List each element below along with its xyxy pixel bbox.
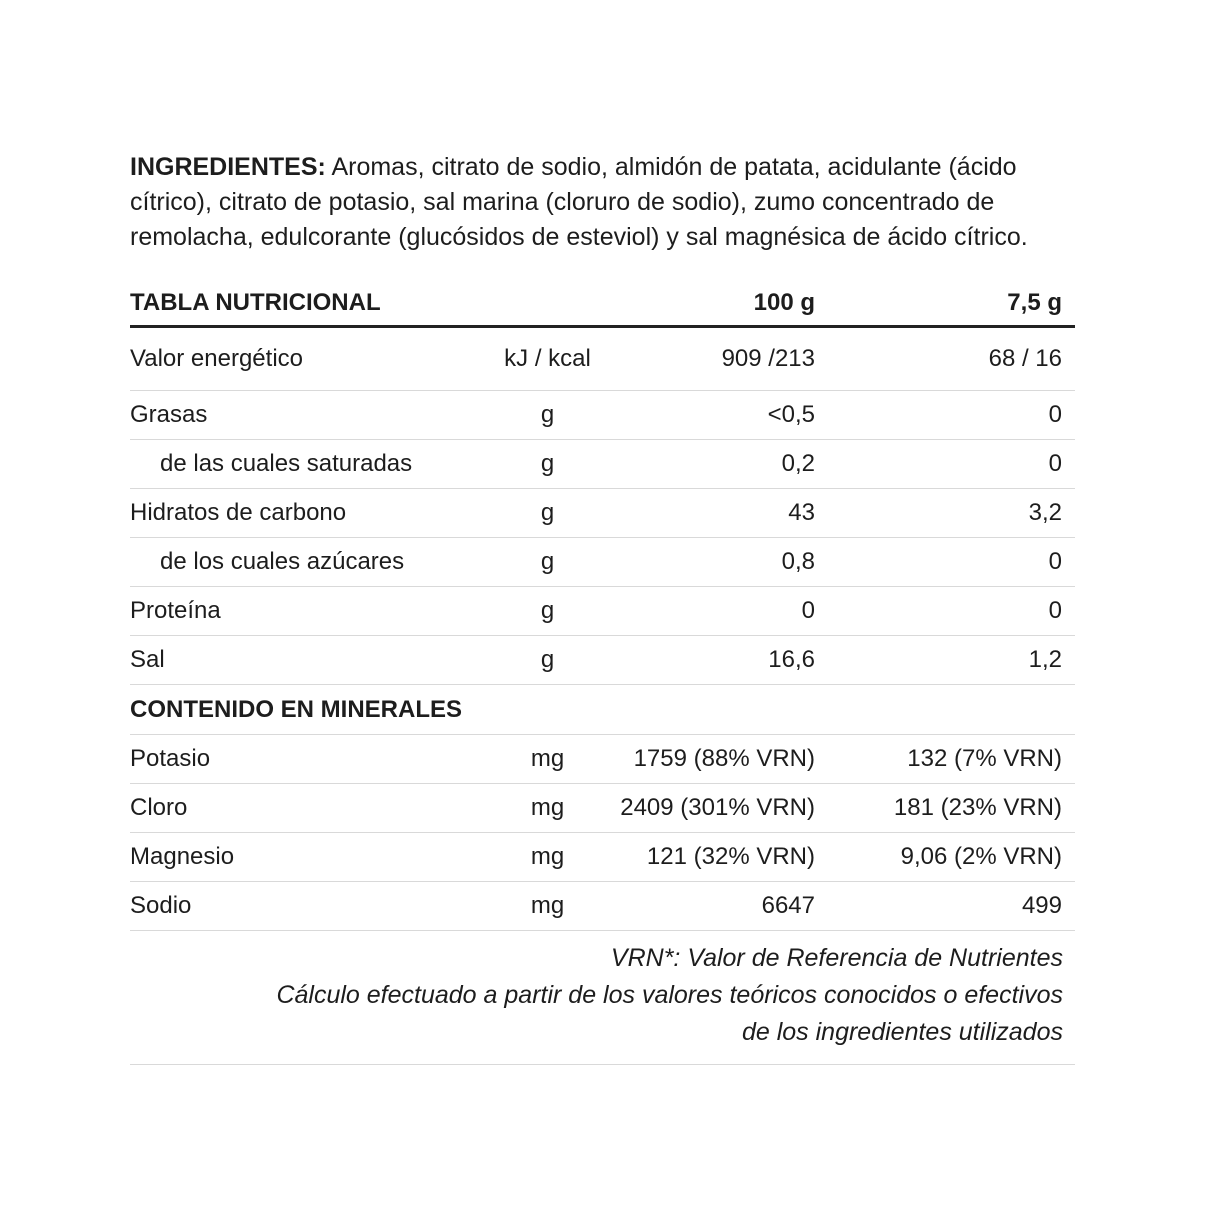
row-label: Grasas <box>130 391 490 440</box>
row-label: Valor energético <box>130 327 490 391</box>
minerals-section-title: CONTENIDO EN MINERALES <box>130 685 1075 735</box>
row-value-100g: 16,6 <box>605 636 815 685</box>
row-label: Magnesio <box>130 833 490 882</box>
row-unit: mg <box>490 833 605 882</box>
row-value-7-5g: 499 <box>815 882 1075 931</box>
ingredients-label: INGREDIENTES: <box>130 153 326 181</box>
table-row <box>130 735 1075 784</box>
table-row <box>130 784 1075 833</box>
row-label: Sodio <box>130 882 490 931</box>
row-value-7-5g: 9,06 (2% VRN) <box>815 833 1075 882</box>
row-value-7-5g: 0 <box>815 440 1075 489</box>
row-value-7-5g: 3,2 <box>815 489 1075 538</box>
row-value-100g: 0 <box>605 587 815 636</box>
footnote-calculation: Cálculo efectuado a partir de los valores teóricos conocidos o efectivos de los ingredientes utilizados <box>276 981 1063 1046</box>
unit-column-header-empty <box>490 281 605 327</box>
row-value-100g: 2409 (301% VRN) <box>605 784 815 833</box>
footnote-vrn: VRN*: Valor de Referencia de Nutrientes <box>610 944 1063 972</box>
row-value-100g: 121 (32% VRN) <box>605 833 815 882</box>
row-value-7-5g: 0 <box>815 587 1075 636</box>
row-value-100g: 1759 (88% VRN) <box>605 735 815 784</box>
row-unit: g <box>490 391 605 440</box>
column-header-7-5g: 7,5 g <box>815 281 1075 327</box>
footnote <box>130 931 1075 1065</box>
row-label: de los cuales azúcares <box>130 538 490 587</box>
row-unit: kJ / kcal <box>490 327 605 391</box>
table-title: TABLA NUTRICIONAL <box>130 281 490 327</box>
table-row <box>130 391 1075 440</box>
ingredients-paragraph <box>130 150 1075 255</box>
table-row <box>130 440 1075 489</box>
table-header-row <box>130 281 1075 327</box>
minerals-section-row <box>130 685 1075 735</box>
table-row <box>130 489 1075 538</box>
row-label: Potasio <box>130 735 490 784</box>
row-unit: g <box>490 636 605 685</box>
nutrition-table <box>130 281 1075 931</box>
row-value-7-5g: 132 (7% VRN) <box>815 735 1075 784</box>
table-row <box>130 327 1075 391</box>
table-row <box>130 833 1075 882</box>
row-value-7-5g: 1,2 <box>815 636 1075 685</box>
row-label: de las cuales saturadas <box>130 440 490 489</box>
row-value-7-5g: 68 / 16 <box>815 327 1075 391</box>
row-value-100g: 0,2 <box>605 440 815 489</box>
table-row <box>130 636 1075 685</box>
row-unit: g <box>490 440 605 489</box>
row-unit: mg <box>490 882 605 931</box>
row-label: Hidratos de carbono <box>130 489 490 538</box>
row-value-100g: 43 <box>605 489 815 538</box>
table-row <box>130 587 1075 636</box>
row-value-100g: <0,5 <box>605 391 815 440</box>
row-value-7-5g: 0 <box>815 538 1075 587</box>
column-header-100g: 100 g <box>605 281 815 327</box>
row-label: Sal <box>130 636 490 685</box>
row-unit: g <box>490 489 605 538</box>
row-unit: mg <box>490 735 605 784</box>
table-row <box>130 538 1075 587</box>
row-value-100g: 909 /213 <box>605 327 815 391</box>
row-unit: g <box>490 587 605 636</box>
row-value-100g: 0,8 <box>605 538 815 587</box>
row-label: Proteína <box>130 587 490 636</box>
row-label: Cloro <box>130 784 490 833</box>
ingredients-text: Aromas, citrato de sodio, almidón de patata, acidulante (ácido cítrico), citrato de potasio, sal marina (cloruro de sodio), zumo concentrado de remolacha, edulcorante (glucósidos de esteviol) y sal magnésica de ácido cítrico. <box>130 153 1028 251</box>
row-unit: g <box>490 538 605 587</box>
row-unit: mg <box>490 784 605 833</box>
row-value-100g: 6647 <box>605 882 815 931</box>
nutrition-label-page <box>130 150 1075 1065</box>
table-row <box>130 882 1075 931</box>
row-value-7-5g: 181 (23% VRN) <box>815 784 1075 833</box>
row-value-7-5g: 0 <box>815 391 1075 440</box>
